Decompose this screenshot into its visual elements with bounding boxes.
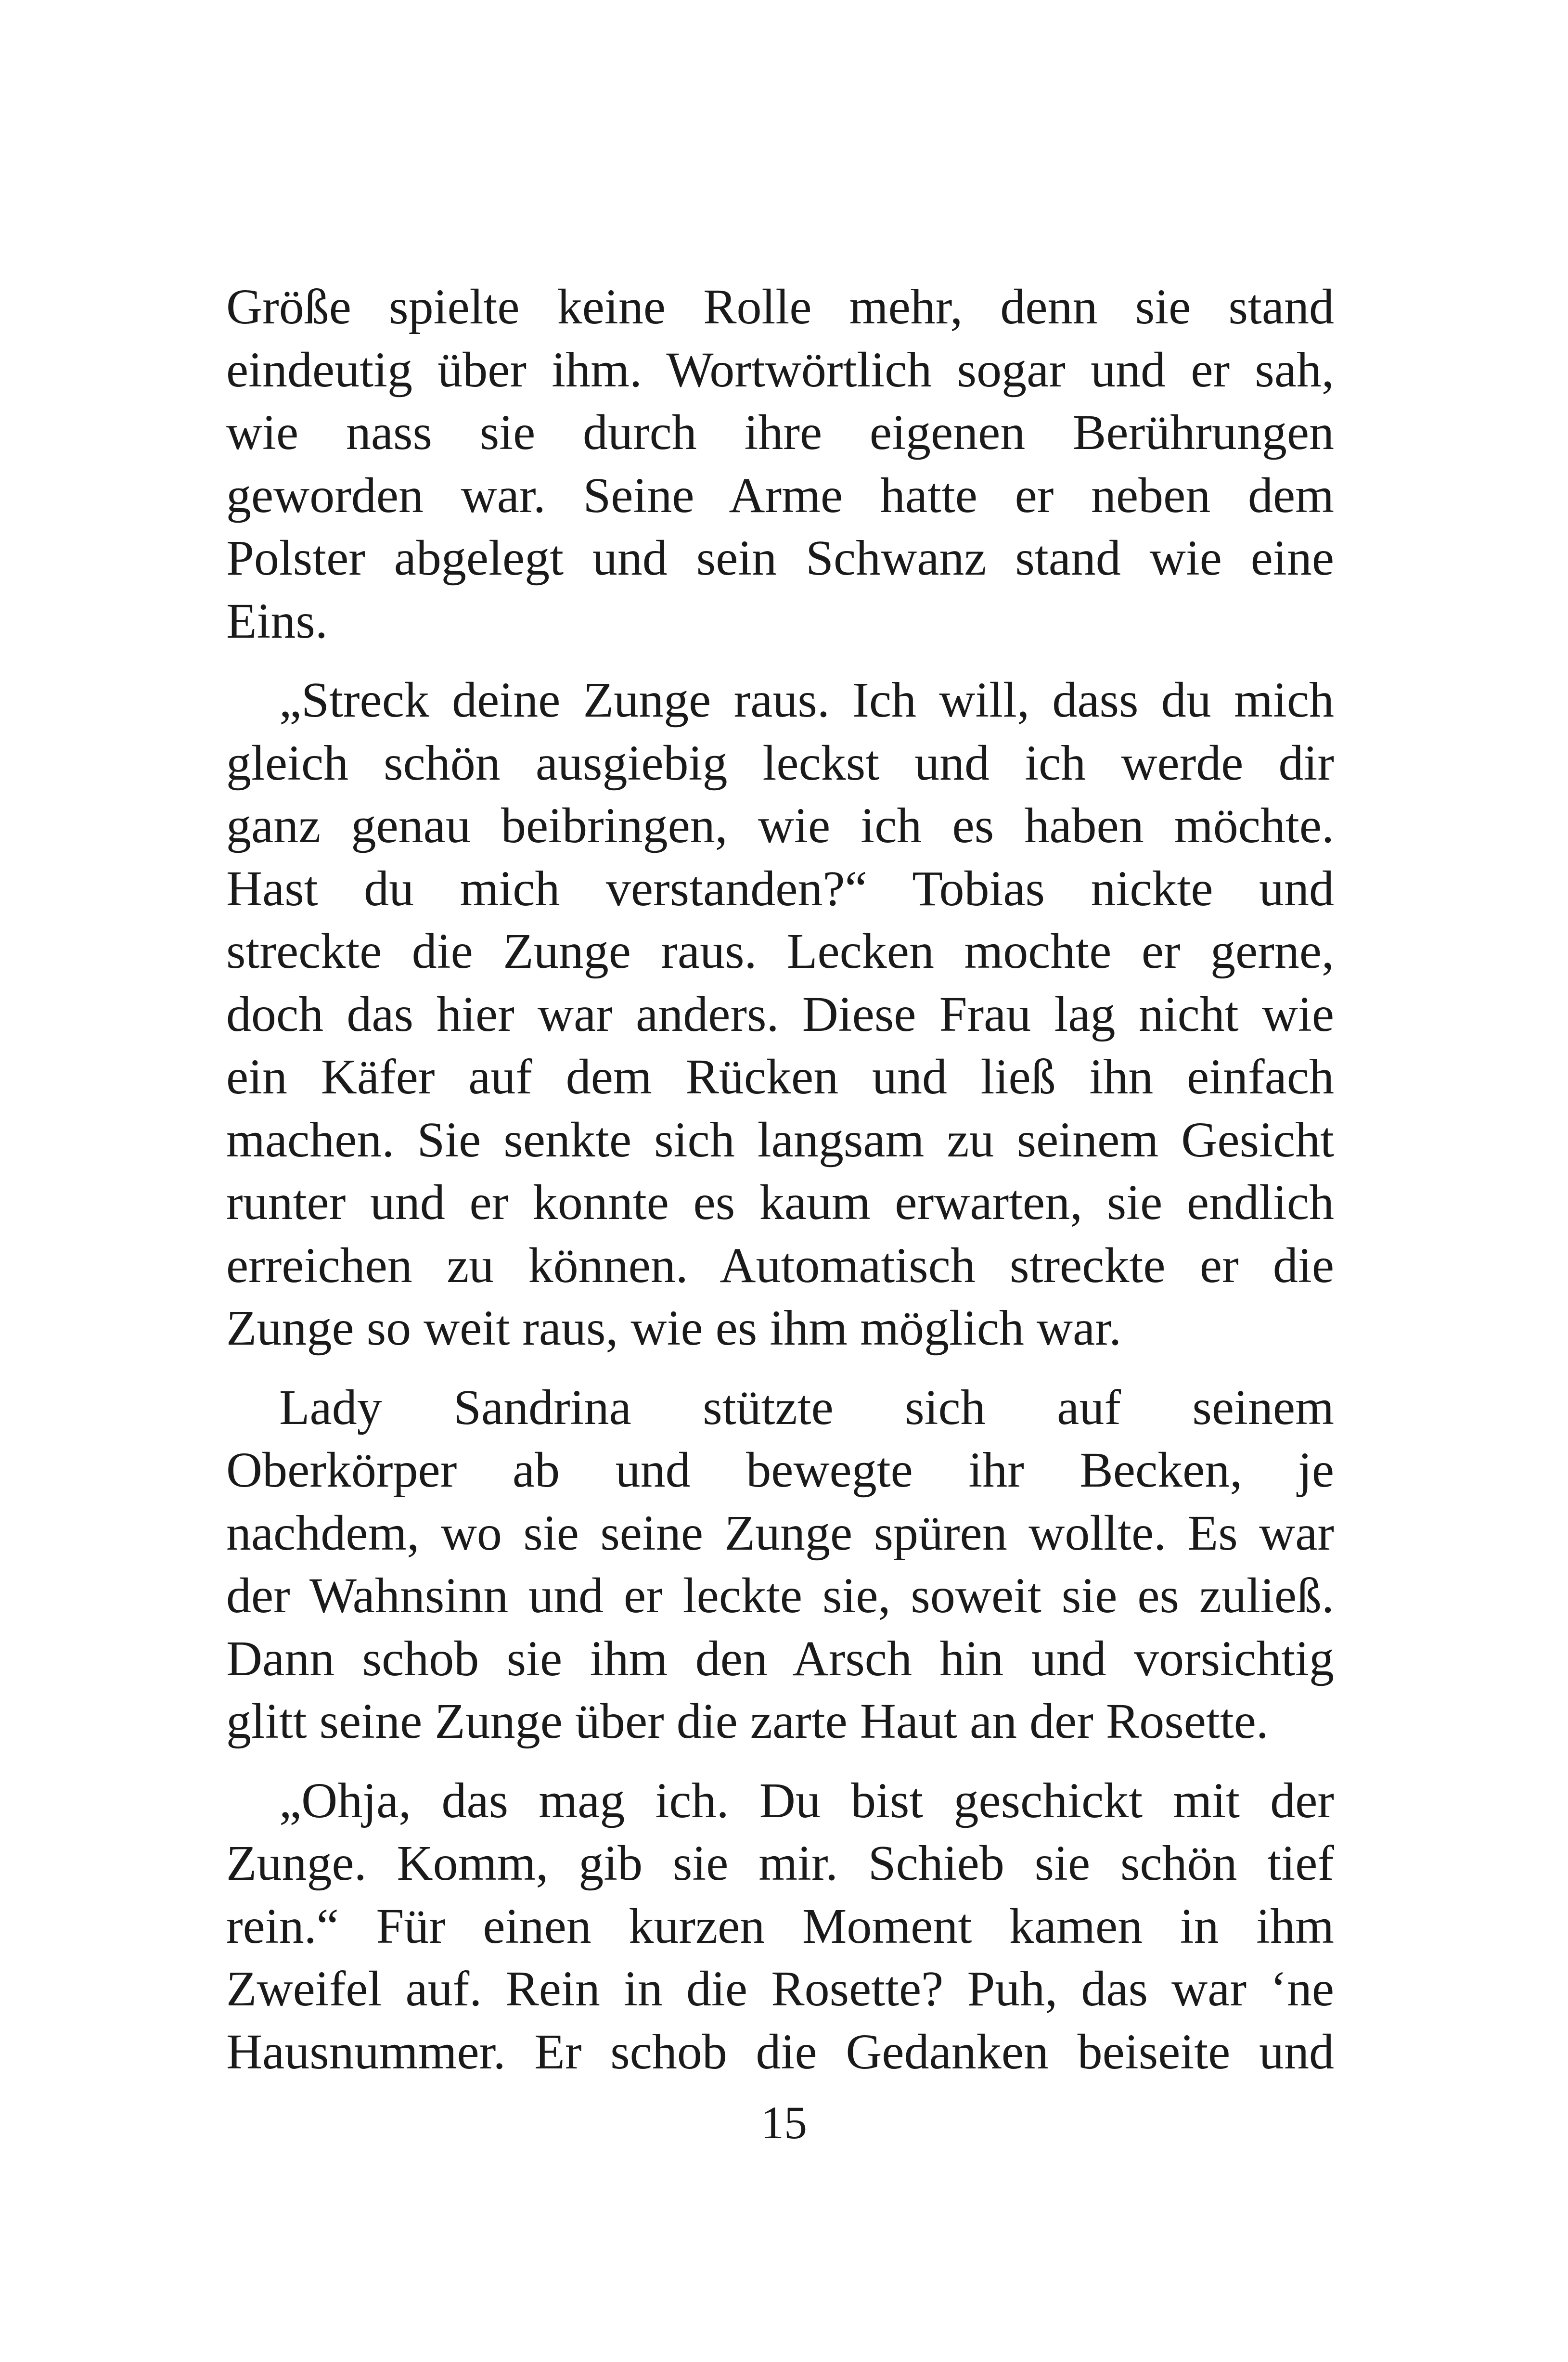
text-line: ein Käfer auf dem Rücken und ließ ihn einfach (226, 1049, 1334, 1104)
text-line: Zweifel auf. Rein in die Rosette? Puh, das war ‘ne (226, 1961, 1334, 2016)
text-line: Lady Sandrina stützte sich auf seinem (279, 1379, 1334, 1435)
paragraph-1 (226, 276, 1334, 653)
page-number: 15 (761, 2097, 807, 2148)
text-line: machen. Sie senkte sich langsam zu seinem Gesicht (226, 1112, 1334, 1168)
text-line: nachdem, wo sie seine Zunge spüren wollte. Es war (226, 1505, 1334, 1561)
text-line: ganz genau beibringen, wie ich es haben möchte. (226, 798, 1334, 853)
text-line: erreichen zu können. Automatisch streckte er die (226, 1237, 1334, 1293)
text-line: glitt seine Zunge über die zarte Haut an der Rosette. (226, 1694, 1269, 1749)
text-line: der Wahnsinn und er leckte sie, soweit sie es zuließ. (226, 1568, 1334, 1623)
text-line: Größe spielte keine Rolle mehr, denn sie stand (226, 279, 1334, 334)
text-line: wie nass sie durch ihre eigenen Berührungen (226, 405, 1334, 460)
text-line: Oberkörper ab und bewegte ihr Becken, je (226, 1442, 1334, 1498)
text-line: streckte die Zunge raus. Lecken mochte er gerne, (226, 924, 1334, 979)
text-line: Polster abgelegt und sein Schwanz stand wie eine (226, 530, 1334, 586)
text-line: Zunge so weit raus, wie es ihm möglich war. (226, 1300, 1122, 1356)
text-line: gleich schön ausgiebig leckst und ich werde dir (226, 735, 1334, 791)
text-line: doch das hier war anders. Diese Frau lag nicht wie (226, 986, 1334, 1042)
paragraph-2 (226, 669, 1334, 1360)
text-line: Hast du mich verstanden?“ Tobias nickte und (226, 860, 1334, 916)
text-line: „Streck deine Zunge raus. Ich will, dass du mich (279, 672, 1334, 728)
text-line: eindeutig über ihm. Wortwörtlich sogar und er sah, (226, 342, 1334, 398)
text-line: rein.“ Für einen kurzen Moment kamen in ihm (226, 1898, 1334, 1954)
paragraph-4 (226, 1770, 1334, 2084)
text-line: Eins. (226, 593, 328, 649)
text-line: Zunge. Komm, gib sie mir. Schieb sie schön tief (226, 1836, 1334, 1891)
paragraph-3 (226, 1376, 1334, 1753)
text-line: „Ohja, das mag ich. Du bist geschickt mit der (279, 1772, 1334, 1828)
text-line: runter und er konnte es kaum erwarten, sie endlich (226, 1175, 1334, 1230)
text-line: Dann schob sie ihm den Arsch hin und vorsichtig (226, 1630, 1334, 1686)
body-text (226, 276, 1334, 2083)
text-line: geworden war. Seine Arme hatte er neben dem (226, 467, 1334, 523)
text-line: Hausnummer. Er schob die Gedanken beiseite und (226, 2024, 1334, 2080)
